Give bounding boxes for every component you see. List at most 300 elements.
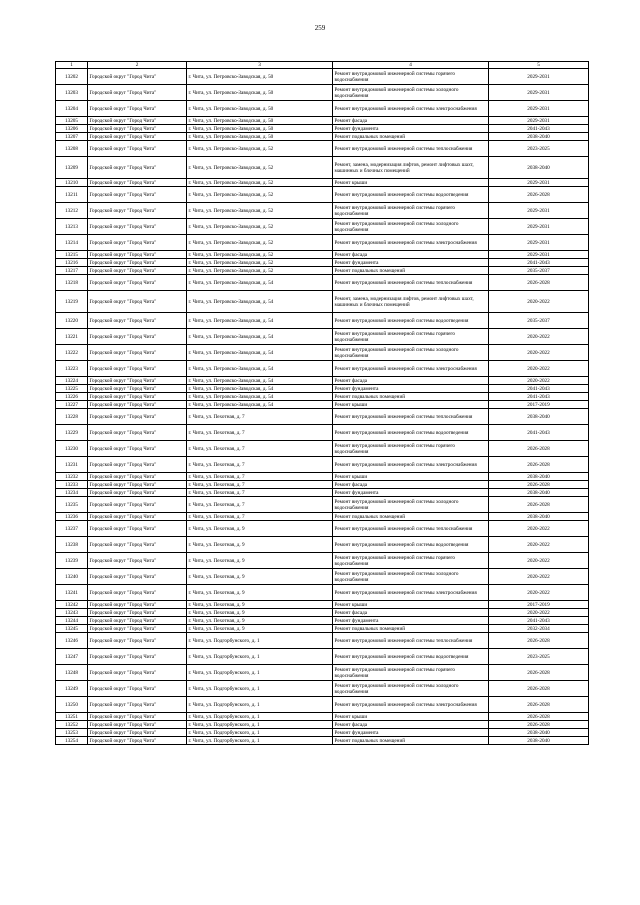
period-cell: 2029-2031: [489, 85, 589, 101]
row-id-cell: 13207: [56, 133, 88, 141]
table-row: [56, 457, 589, 473]
work-type-cell: Ремонт внутридомовой инженерной системы электроснабжения: [333, 585, 489, 601]
work-type-cell: Ремонт внутридомовой инженерной системы горячего водоснабжения: [333, 553, 489, 569]
table-row: [56, 385, 589, 393]
work-type-cell: Ремонт внутридомовой инженерной системы холодного водоснабжения: [333, 85, 489, 101]
municipality-cell: Городской округ "Город Чита": [88, 609, 187, 617]
municipality-cell: Городской округ "Город Чита": [88, 203, 187, 219]
column-number: 5: [489, 62, 589, 69]
row-id-cell: 13205: [56, 117, 88, 125]
row-id-cell: 13238: [56, 537, 88, 553]
work-type-cell: Ремонт внутридомовой инженерной системы водоотведения: [333, 425, 489, 441]
work-type-cell: Ремонт фасада: [333, 481, 489, 489]
column-number: 2: [88, 62, 187, 69]
work-type-cell: Ремонт внутридомовой инженерной системы холодного водоснабжения: [333, 497, 489, 513]
row-id-cell: 13211: [56, 187, 88, 203]
row-id-cell: 13240: [56, 569, 88, 585]
period-cell: 2026-2028: [489, 497, 589, 513]
period-cell: 2026-2028: [489, 275, 589, 291]
municipality-cell: Городской округ "Город Чита": [88, 665, 187, 681]
address-cell: г. Чита, ул. Петровско-Заводская, д. 54: [187, 393, 333, 401]
address-cell: г. Чита, ул. Пехотная, д. 7: [187, 489, 333, 497]
work-type-cell: Ремонт подвальных помещений: [333, 513, 489, 521]
column-number: 1: [56, 62, 88, 69]
table-row: [56, 601, 589, 609]
period-cell: 2020-2022: [489, 291, 589, 313]
row-id-cell: 13232: [56, 473, 88, 481]
address-cell: г. Чита, ул. Пехотная, д. 7: [187, 441, 333, 457]
table-row: [56, 713, 589, 721]
column-number: 4: [333, 62, 489, 69]
municipality-cell: Городской округ "Город Чита": [88, 385, 187, 393]
period-cell: 2038-2040: [489, 729, 589, 737]
municipality-cell: Городской округ "Город Чита": [88, 729, 187, 737]
table-row: [56, 117, 589, 125]
table-row: [56, 85, 589, 101]
address-cell: г. Чита, ул. Петровско-Заводская, д. 54: [187, 329, 333, 345]
table-row: [56, 377, 589, 385]
address-cell: г. Чита, ул. Петровско-Заводская, д. 54: [187, 313, 333, 329]
work-type-cell: Ремонт внутридомовой инженерной системы теплоснабжения: [333, 275, 489, 291]
work-type-cell: Ремонт внутридомовой инженерной системы теплоснабжения: [333, 409, 489, 425]
municipality-cell: Городской округ "Город Чита": [88, 329, 187, 345]
municipality-cell: Городской округ "Город Чита": [88, 601, 187, 609]
work-type-cell: Ремонт внутридомовой инженерной системы теплоснабжения: [333, 633, 489, 649]
municipality-cell: Городской округ "Город Чита": [88, 133, 187, 141]
table-row: [56, 291, 589, 313]
row-id-cell: 13249: [56, 681, 88, 697]
period-cell: 2029-2031: [489, 117, 589, 125]
address-cell: г. Чита, ул. Пехотная, д. 9: [187, 617, 333, 625]
period-cell: 2038-2040: [489, 737, 589, 745]
table-row: [56, 585, 589, 601]
table-row: [56, 569, 589, 585]
table-row: [56, 267, 589, 275]
period-cell: 2026-2028: [489, 681, 589, 697]
row-id-cell: 13206: [56, 125, 88, 133]
municipality-cell: Городской округ "Город Чита": [88, 179, 187, 187]
municipality-cell: Городской округ "Город Чита": [88, 259, 187, 267]
period-cell: 2020-2022: [489, 521, 589, 537]
municipality-cell: Городской округ "Город Чита": [88, 409, 187, 425]
row-id-cell: 13245: [56, 625, 88, 633]
work-type-cell: Ремонт внутридомовой инженерной системы горячего водоснабжения: [333, 329, 489, 345]
municipality-cell: Городской округ "Город Чита": [88, 537, 187, 553]
address-cell: г. Чита, ул. Петровско-Заводская, д. 50: [187, 117, 333, 125]
row-id-cell: 13217: [56, 267, 88, 275]
row-id-cell: 13246: [56, 633, 88, 649]
period-cell: 2026-2028: [489, 187, 589, 203]
address-cell: г. Чита, ул. Петровско-Заводская, д. 54: [187, 361, 333, 377]
work-type-cell: Ремонт внутридомовой инженерной системы горячего водоснабжения: [333, 203, 489, 219]
municipality-cell: Городской округ "Город Чита": [88, 697, 187, 713]
period-cell: 2041-2043: [489, 125, 589, 133]
address-cell: г. Чита, ул. Петровско-Заводская, д. 54: [187, 385, 333, 393]
table-row: [56, 697, 589, 713]
municipality-cell: Городской округ "Город Чита": [88, 481, 187, 489]
work-type-cell: Ремонт фундамента: [333, 385, 489, 393]
row-id-cell: 13225: [56, 385, 88, 393]
address-cell: г. Чита, ул. Петровско-Заводская, д. 52: [187, 267, 333, 275]
municipality-cell: Городской округ "Город Чита": [88, 553, 187, 569]
municipality-cell: Городской округ "Город Чита": [88, 313, 187, 329]
period-cell: 2026-2028: [489, 441, 589, 457]
table-row: [56, 187, 589, 203]
address-cell: г. Чита, ул. Петровско-Заводская, д. 50: [187, 133, 333, 141]
row-id-cell: 13239: [56, 553, 88, 569]
table-row: [56, 235, 589, 251]
table-row: [56, 497, 589, 513]
period-cell: 2026-2028: [489, 713, 589, 721]
table-row: [56, 473, 589, 481]
table-row: [56, 521, 589, 537]
address-cell: г. Чита, ул. Петровско-Заводская, д. 52: [187, 219, 333, 235]
table-row: [56, 625, 589, 633]
address-cell: г. Чита, ул. Петровско-Заводская, д. 52: [187, 141, 333, 157]
period-cell: 2020-2022: [489, 585, 589, 601]
period-cell: 2029-2031: [489, 179, 589, 187]
work-type-cell: Ремонт внутридомовой инженерной системы холодного водоснабжения: [333, 569, 489, 585]
row-id-cell: 13230: [56, 441, 88, 457]
table-row: [56, 729, 589, 737]
municipality-cell: Городской округ "Город Чита": [88, 737, 187, 745]
municipality-cell: Городской округ "Город Чита": [88, 513, 187, 521]
period-cell: 2041-2043: [489, 617, 589, 625]
address-cell: г. Чита, ул. Петровско-Заводская, д. 54: [187, 377, 333, 385]
municipality-cell: Городской округ "Город Чита": [88, 187, 187, 203]
work-type-cell: Ремонт внутридомовой инженерной системы электроснабжения: [333, 457, 489, 473]
period-cell: 2029-2031: [489, 203, 589, 219]
period-cell: 2026-2028: [489, 721, 589, 729]
period-cell: 2041-2043: [489, 259, 589, 267]
period-cell: 2038-2040: [489, 513, 589, 521]
address-cell: г. Чита, ул. Пехотная, д. 7: [187, 497, 333, 513]
address-cell: г. Чита, ул. Петровско-Заводская, д. 52: [187, 203, 333, 219]
address-cell: г. Чита, ул. Подгорбунского, д. 1: [187, 633, 333, 649]
table-row: [56, 425, 589, 441]
address-cell: г. Чита, ул. Подгорбунского, д. 1: [187, 665, 333, 681]
work-type-cell: Ремонт внутридомовой инженерной системы водоотведения: [333, 537, 489, 553]
work-type-cell: Ремонт внутридомовой инженерной системы теплоснабжения: [333, 141, 489, 157]
work-type-cell: Ремонт фундамента: [333, 259, 489, 267]
table-row: [56, 401, 589, 409]
municipality-cell: Городской округ "Город Чита": [88, 633, 187, 649]
municipality-cell: Городской округ "Город Чита": [88, 497, 187, 513]
address-cell: г. Чита, ул. Пехотная, д. 9: [187, 585, 333, 601]
address-cell: г. Чита, ул. Петровско-Заводская, д. 52: [187, 251, 333, 259]
row-id-cell: 13223: [56, 361, 88, 377]
row-id-cell: 13204: [56, 101, 88, 117]
period-cell: 2017-2019: [489, 601, 589, 609]
work-type-cell: Ремонт крыши: [333, 179, 489, 187]
work-type-cell: Ремонт фундамента: [333, 729, 489, 737]
work-type-cell: Ремонт крыши: [333, 713, 489, 721]
table-row: [56, 313, 589, 329]
address-cell: г. Чита, ул. Пехотная, д. 7: [187, 457, 333, 473]
work-type-cell: Ремонт фасада: [333, 609, 489, 617]
address-cell: г. Чита, ул. Петровско-Заводская, д. 50: [187, 101, 333, 117]
municipality-cell: Городской округ "Город Чита": [88, 101, 187, 117]
municipality-cell: Городской округ "Город Чита": [88, 275, 187, 291]
work-type-cell: Ремонт внутридомовой инженерной системы горячего водоснабжения: [333, 441, 489, 457]
period-cell: 2026-2028: [489, 665, 589, 681]
table-row: [56, 633, 589, 649]
municipality-cell: Городской округ "Город Чита": [88, 141, 187, 157]
period-cell: 2020-2022: [489, 553, 589, 569]
row-id-cell: 13241: [56, 585, 88, 601]
row-id-cell: 13224: [56, 377, 88, 385]
address-cell: г. Чита, ул. Подгорбунского, д. 1: [187, 649, 333, 665]
row-id-cell: 13247: [56, 649, 88, 665]
address-cell: г. Чита, ул. Петровско-Заводская, д. 54: [187, 275, 333, 291]
period-cell: 2038-2040: [489, 409, 589, 425]
row-id-cell: 13213: [56, 219, 88, 235]
row-id-cell: 13222: [56, 345, 88, 361]
municipality-cell: Городской округ "Город Чита": [88, 721, 187, 729]
work-type-cell: Ремонт внутридомовой инженерной системы водоотведения: [333, 649, 489, 665]
address-cell: г. Чита, ул. Подгорбунского, д. 1: [187, 721, 333, 729]
work-type-cell: Ремонт внутридомовой инженерной системы холодного водоснабжения: [333, 219, 489, 235]
address-cell: г. Чита, ул. Петровско-Заводская, д. 50: [187, 85, 333, 101]
period-cell: 2038-2040: [489, 473, 589, 481]
table-row: [56, 259, 589, 267]
table-row: [56, 219, 589, 235]
address-cell: г. Чита, ул. Петровско-Заводская, д. 52: [187, 259, 333, 267]
municipality-cell: Городской округ "Город Чита": [88, 251, 187, 259]
row-id-cell: 13251: [56, 713, 88, 721]
table-row: [56, 345, 589, 361]
period-cell: 2038-2040: [489, 489, 589, 497]
work-type-cell: Ремонт, замена, модернизация лифтов, ремонт лифтовых шахт, машинных и блочных помещений: [333, 291, 489, 313]
work-type-cell: Ремонт подвальных помещений: [333, 737, 489, 745]
period-cell: 2041-2043: [489, 385, 589, 393]
row-id-cell: 13233: [56, 481, 88, 489]
row-id-cell: 13235: [56, 497, 88, 513]
period-cell: 2029-2031: [489, 69, 589, 85]
table-row: [56, 681, 589, 697]
period-cell: 2026-2028: [489, 697, 589, 713]
work-type-cell: Ремонт фасада: [333, 117, 489, 125]
period-cell: 2026-2028: [489, 481, 589, 489]
column-number-row: [56, 62, 589, 69]
period-cell: 2029-2031: [489, 219, 589, 235]
row-id-cell: 13250: [56, 697, 88, 713]
municipality-cell: Городской округ "Город Чита": [88, 393, 187, 401]
period-cell: 2038-2040: [489, 133, 589, 141]
address-cell: г. Чита, ул. Пехотная, д. 9: [187, 537, 333, 553]
work-type-cell: Ремонт внутридомовой инженерной системы холодного водоснабжения: [333, 681, 489, 697]
table-row: [56, 737, 589, 745]
work-type-cell: Ремонт внутридомовой инженерной системы горячего водоснабжения: [333, 69, 489, 85]
work-type-cell: Ремонт подвальных помещений: [333, 133, 489, 141]
table-row: [56, 179, 589, 187]
row-id-cell: 13203: [56, 85, 88, 101]
address-cell: г. Чита, ул. Петровско-Заводская, д. 52: [187, 157, 333, 179]
municipality-cell: Городской округ "Город Чита": [88, 125, 187, 133]
work-type-cell: Ремонт внутридомовой инженерной системы водоотведения: [333, 187, 489, 203]
work-type-cell: Ремонт, замена, модернизация лифтов, ремонт лифтовых шахт, машинных и блочных помещений: [333, 157, 489, 179]
row-id-cell: 13237: [56, 521, 88, 537]
municipality-cell: Городской округ "Город Чита": [88, 681, 187, 697]
row-id-cell: 13216: [56, 259, 88, 267]
table-row: [56, 157, 589, 179]
municipality-cell: Городской округ "Город Чита": [88, 521, 187, 537]
table-row: [56, 203, 589, 219]
municipality-cell: Городской округ "Город Чита": [88, 219, 187, 235]
table-row: [56, 101, 589, 117]
row-id-cell: 13218: [56, 275, 88, 291]
row-id-cell: 13253: [56, 729, 88, 737]
table-row: [56, 251, 589, 259]
table-row: [56, 69, 589, 85]
work-type-cell: Ремонт подвальных помещений: [333, 393, 489, 401]
row-id-cell: 13227: [56, 401, 88, 409]
table-row: [56, 125, 589, 133]
work-type-cell: Ремонт крыши: [333, 601, 489, 609]
period-cell: 2023-2025: [489, 649, 589, 665]
address-cell: г. Чита, ул. Пехотная, д. 9: [187, 601, 333, 609]
address-cell: г. Чита, ул. Петровско-Заводская, д. 54: [187, 401, 333, 409]
column-number: 3: [187, 62, 333, 69]
address-cell: г. Чита, ул. Подгорбунского, д. 1: [187, 713, 333, 721]
period-cell: 2026-2028: [489, 457, 589, 473]
table-row: [56, 441, 589, 457]
address-cell: г. Чита, ул. Пехотная, д. 7: [187, 409, 333, 425]
municipality-cell: Городской округ "Город Чита": [88, 85, 187, 101]
municipality-cell: Городской округ "Город Чита": [88, 489, 187, 497]
address-cell: г. Чита, ул. Петровско-Заводская, д. 50: [187, 125, 333, 133]
period-cell: 2020-2022: [489, 329, 589, 345]
table-row: [56, 721, 589, 729]
work-type-cell: Ремонт фасада: [333, 377, 489, 385]
row-id-cell: 13248: [56, 665, 88, 681]
repair-schedule-table: [55, 61, 589, 745]
row-id-cell: 13231: [56, 457, 88, 473]
address-cell: г. Чита, ул. Подгорбунского, д. 1: [187, 681, 333, 697]
row-id-cell: 13214: [56, 235, 88, 251]
address-cell: г. Чита, ул. Петровско-Заводская, д. 52: [187, 235, 333, 251]
table-row: [56, 553, 589, 569]
row-id-cell: 13234: [56, 489, 88, 497]
municipality-cell: Городской округ "Город Чита": [88, 617, 187, 625]
period-cell: 2017-2019: [489, 401, 589, 409]
period-cell: 2023-2025: [489, 141, 589, 157]
work-type-cell: Ремонт внутридомовой инженерной системы холодного водоснабжения: [333, 345, 489, 361]
work-type-cell: Ремонт внутридомовой инженерной системы электроснабжения: [333, 361, 489, 377]
address-cell: г. Чита, ул. Пехотная, д. 7: [187, 473, 333, 481]
row-id-cell: 13221: [56, 329, 88, 345]
work-type-cell: Ремонт фундамента: [333, 617, 489, 625]
work-type-cell: Ремонт внутридомовой инженерной системы электроснабжения: [333, 235, 489, 251]
municipality-cell: Городской округ "Город Чита": [88, 713, 187, 721]
work-type-cell: Ремонт внутридомовой инженерной системы электроснабжения: [333, 697, 489, 713]
work-type-cell: Ремонт фасада: [333, 251, 489, 259]
period-cell: 2020-2022: [489, 609, 589, 617]
address-cell: г. Чита, ул. Петровско-Заводская, д. 54: [187, 345, 333, 361]
address-cell: г. Чита, ул. Пехотная, д. 9: [187, 609, 333, 617]
row-id-cell: 13220: [56, 313, 88, 329]
address-cell: г. Чита, ул. Пехотная, д. 9: [187, 569, 333, 585]
work-type-cell: Ремонт внутридомовой инженерной системы электроснабжения: [333, 101, 489, 117]
row-id-cell: 13226: [56, 393, 88, 401]
address-cell: г. Чита, ул. Петровско-Заводская, д. 52: [187, 179, 333, 187]
period-cell: 2032-2034: [489, 625, 589, 633]
row-id-cell: 13202: [56, 69, 88, 85]
municipality-cell: Городской округ "Город Чита": [88, 473, 187, 481]
address-cell: г. Чита, ул. Подгорбунского, д. 1: [187, 729, 333, 737]
period-cell: 2041-2043: [489, 425, 589, 441]
period-cell: 2035-2037: [489, 267, 589, 275]
table-row: [56, 649, 589, 665]
work-type-cell: Ремонт фундамента: [333, 125, 489, 133]
address-cell: г. Чита, ул. Пехотная, д. 7: [187, 481, 333, 489]
table-row: [56, 409, 589, 425]
row-id-cell: 13209: [56, 157, 88, 179]
period-cell: 2020-2022: [489, 377, 589, 385]
table-row: [56, 133, 589, 141]
municipality-cell: Городской округ "Город Чита": [88, 425, 187, 441]
period-cell: 2035-2037: [489, 313, 589, 329]
row-id-cell: 13243: [56, 609, 88, 617]
row-id-cell: 13210: [56, 179, 88, 187]
page-number: 259: [314, 24, 326, 32]
work-type-cell: Ремонт внутридомовой инженерной системы водоотведения: [333, 313, 489, 329]
table-row: [56, 329, 589, 345]
row-id-cell: 13242: [56, 601, 88, 609]
row-id-cell: 13236: [56, 513, 88, 521]
row-id-cell: 13215: [56, 251, 88, 259]
row-id-cell: 13228: [56, 409, 88, 425]
municipality-cell: Городской округ "Город Чита": [88, 401, 187, 409]
table-row: [56, 617, 589, 625]
address-cell: г. Чита, ул. Петровско-Заводская, д. 54: [187, 291, 333, 313]
table-row: [56, 393, 589, 401]
municipality-cell: Городской округ "Город Чита": [88, 117, 187, 125]
table-row: [56, 481, 589, 489]
work-type-cell: Ремонт внутридомовой инженерной системы горячего водоснабжения: [333, 665, 489, 681]
table-row: [56, 141, 589, 157]
row-id-cell: 13254: [56, 737, 88, 745]
municipality-cell: Городской округ "Город Чита": [88, 649, 187, 665]
table-row: [56, 513, 589, 521]
period-cell: 2020-2022: [489, 569, 589, 585]
period-cell: 2020-2022: [489, 345, 589, 361]
row-id-cell: 13244: [56, 617, 88, 625]
row-id-cell: 13229: [56, 425, 88, 441]
municipality-cell: Городской округ "Город Чита": [88, 361, 187, 377]
row-id-cell: 13252: [56, 721, 88, 729]
work-type-cell: Ремонт подвальных помещений: [333, 625, 489, 633]
table-body: [56, 62, 589, 745]
row-id-cell: 13212: [56, 203, 88, 219]
period-cell: 2029-2031: [489, 101, 589, 117]
address-cell: г. Чита, ул. Пехотная, д. 7: [187, 425, 333, 441]
address-cell: г. Чита, ул. Подгорбунского, д. 1: [187, 697, 333, 713]
municipality-cell: Городской округ "Город Чита": [88, 267, 187, 275]
table-row: [56, 665, 589, 681]
municipality-cell: Городской округ "Город Чита": [88, 569, 187, 585]
period-cell: 2029-2031: [489, 251, 589, 259]
municipality-cell: Городской округ "Город Чита": [88, 291, 187, 313]
municipality-cell: Городской округ "Город Чита": [88, 69, 187, 85]
municipality-cell: Городской округ "Город Чита": [88, 585, 187, 601]
period-cell: 2029-2031: [489, 235, 589, 251]
work-type-cell: Ремонт внутридомовой инженерной системы теплоснабжения: [333, 521, 489, 537]
table-row: [56, 537, 589, 553]
municipality-cell: Городской округ "Город Чита": [88, 235, 187, 251]
work-type-cell: Ремонт фасада: [333, 721, 489, 729]
table-row: [56, 361, 589, 377]
